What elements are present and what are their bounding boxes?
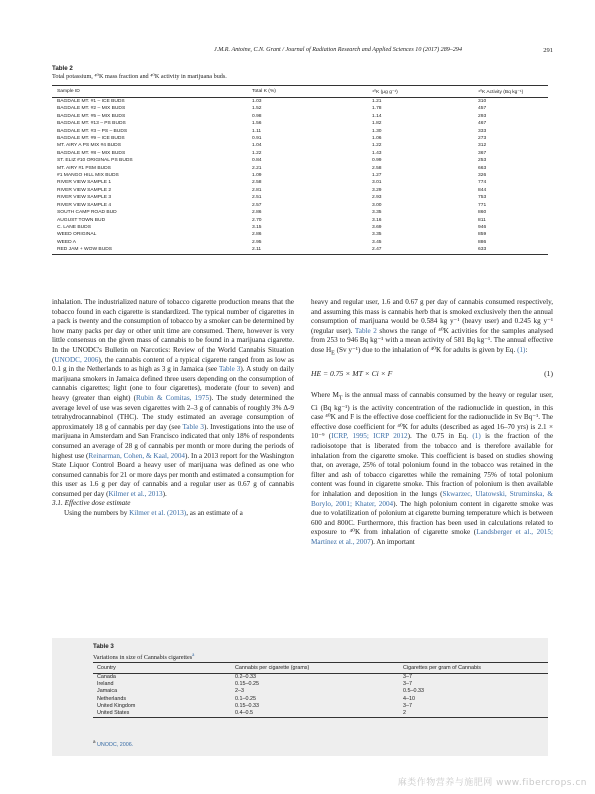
table-row bbox=[52, 239, 548, 246]
k40-mass-cell: 2.58 bbox=[372, 165, 382, 171]
citation-link[interactable]: Rubin & Comitas, 1975 bbox=[136, 393, 210, 402]
sample-id-cell: SOUTH CAMP ROAD BUD bbox=[57, 210, 117, 216]
right-column bbox=[311, 298, 553, 548]
sample-id-cell: BAGDALE MT. #5 – MIX BUDS bbox=[57, 113, 126, 119]
k40-mass-cell: 3.35 bbox=[372, 210, 382, 216]
left-column bbox=[52, 298, 294, 519]
k40-activity-cell: 771 bbox=[478, 202, 487, 208]
cigarettes-per-gram-cell: 3–7 bbox=[403, 674, 412, 680]
country-cell: United States bbox=[93, 710, 231, 718]
k40-activity-cell: 253 bbox=[478, 158, 487, 164]
sample-id-cell: BAGDALE MT. #8 – MIX BUDS bbox=[57, 150, 126, 156]
citation-link[interactable]: Skwarzec, Ulatowski, Struminska, & Borylo, 2001; Khater, 2004 bbox=[311, 489, 553, 508]
equation-text: HE = 0.75 × MT × Ci × F bbox=[311, 369, 393, 378]
k40-activity-cell: 844 bbox=[478, 187, 487, 193]
table-row bbox=[52, 128, 548, 135]
k40-mass-cell: 3.00 bbox=[372, 202, 382, 208]
watermark: 麻类作物营养与施肥网 www.fibercrops.cn bbox=[397, 778, 587, 788]
sample-id-cell: WEED A bbox=[57, 239, 77, 245]
total-k-cell: 2.58 bbox=[252, 180, 262, 186]
sample-id-cell: RIVER VIEW SAMPLE 2 bbox=[57, 187, 112, 193]
citation-link[interactable]: Kilmer et al., 2013 bbox=[108, 489, 163, 498]
table-row bbox=[93, 674, 548, 682]
table3 bbox=[93, 662, 548, 718]
table2-header-row bbox=[52, 86, 548, 98]
section-heading: 3.1. Effective dose estimate bbox=[52, 499, 131, 508]
total-k-cell: 2.11 bbox=[247, 246, 367, 254]
table-row bbox=[52, 194, 548, 201]
sample-id-cell: C. LANE BUDS bbox=[57, 224, 91, 230]
table-row bbox=[52, 246, 548, 254]
k40-activity-cell: 312 bbox=[478, 143, 487, 149]
total-k-cell: 2.70 bbox=[252, 217, 262, 223]
k40-mass-cell: 1.43 bbox=[372, 150, 382, 156]
table2-body bbox=[52, 98, 548, 255]
table-link[interactable]: Table 3 bbox=[218, 365, 241, 374]
table3-footnote bbox=[93, 739, 133, 748]
k40-activity-cell: 859 bbox=[478, 232, 487, 238]
k40-mass-cell: 1.27 bbox=[372, 173, 382, 179]
table-row bbox=[52, 231, 548, 238]
table-link[interactable]: Table 3 bbox=[182, 422, 204, 431]
country-cell: Jamaica bbox=[97, 688, 118, 695]
sample-id-cell: WEED ORIGINAL bbox=[57, 232, 97, 238]
equation-1 bbox=[311, 369, 553, 379]
total-k-cell: 3.15 bbox=[252, 224, 262, 230]
table3-col-country: Country bbox=[93, 663, 231, 674]
k40-mass-cell: 1.22 bbox=[372, 143, 382, 149]
grams-per-cigarette-cell: 2–3 bbox=[235, 688, 244, 695]
table-row bbox=[52, 142, 548, 149]
k40-mass-cell: 1.78 bbox=[372, 106, 382, 112]
table-row bbox=[52, 217, 548, 224]
country-cell: Canada bbox=[97, 674, 116, 680]
left-paragraph-2: Using the numbers by Kilmer et al. (2013), as an estimate of a bbox=[64, 509, 243, 518]
k40-mass-cell: 3.29 bbox=[372, 187, 382, 193]
table-row bbox=[52, 202, 548, 209]
table-row bbox=[93, 688, 548, 695]
k40-mass-cell: 2.47 bbox=[367, 246, 473, 254]
table3-col-cigarettes: Cigarettes per gram of Cannabis bbox=[399, 663, 548, 674]
k40-activity-cell: 860 bbox=[478, 210, 487, 216]
total-k-cell: 0.84 bbox=[252, 158, 262, 164]
grams-per-cigarette-cell: 0.15–0.33 bbox=[235, 702, 259, 709]
citation-link[interactable]: ICRP, 1995; ICRP 2012 bbox=[331, 432, 408, 441]
table2-col-total-k: Total K (%) bbox=[247, 86, 367, 98]
table3-body bbox=[93, 674, 548, 718]
total-k-cell: 2.81 bbox=[252, 187, 262, 193]
sample-id-cell: MT. AIRY #1 PSM BUDS bbox=[57, 165, 111, 171]
cigarettes-per-gram-cell: 2 bbox=[399, 710, 548, 718]
sample-id-cell: BAGDALE MT. #2 – MIX BUDS bbox=[57, 106, 126, 112]
k40-mass-cell: 3.35 bbox=[372, 232, 382, 238]
sample-id-cell: ST. ELIZ #10 ORIGINAL PS BUDS bbox=[57, 158, 133, 164]
k40-activity-cell: 326 bbox=[478, 173, 487, 179]
table2-col-sample: Sample ID bbox=[52, 86, 247, 98]
total-k-cell: 2.21 bbox=[252, 165, 262, 171]
table-row bbox=[93, 703, 548, 710]
table-row bbox=[52, 150, 548, 157]
right-paragraph-2: Where $M_T$ is the annual mass of cannabis consumed by the heavy or regular user, Ci (Bq kg⁻¹) is the activity concentration of the radionuclide in question, in this case ⁴⁰K and F is the effective dose coefficient for the radionuclide in Sv Bq⁻¹. The effective dose coefficient for ⁴⁰K for adults (described as aged 16–70 yrs) is 2.1 × 10⁻⁹ (ICRP, 1995; ICRP 2012). The 0.75 in Eq. (1) is the fraction of the radioisotope that is liberated from the tobacco and is therefore available for inhalation from the cigarette smoke. This coefficient is based on studies showing that, on average, 25% of total polonium found in the tobacco was retained in the filter and ash of tobacco cigarettes while the remaining 75% of total polonium content was found in cigarette smoke. This fraction of polonium is then available for inhalation and deposition in the lungs (Skwarzec, Ulatowski, Struminska, & Borylo, 2001; Khater, 2004). The high polonium content in cigarette smoke was due to volatilization of polonium at cigarette burning temperature which is between 600 and 800C. Furthermore, this fraction has been used in calculations related to exposure to ⁴⁰K from inhalation of cigarette smoke (Landsberger et al., 2015; Martínez et al., 2007). An important bbox=[311, 390, 554, 546]
k40-activity-cell: 946 bbox=[478, 224, 487, 230]
k40-mass-cell: 1.82 bbox=[372, 121, 382, 127]
total-k-cell: 2.95 bbox=[252, 239, 262, 245]
table-row bbox=[93, 681, 548, 688]
cigarettes-per-gram-cell: 0.5–0.33 bbox=[403, 688, 424, 695]
total-k-cell: 1.03 bbox=[252, 99, 262, 104]
k40-mass-cell: 3.69 bbox=[372, 224, 382, 230]
grams-per-cigarette-cell: 0.1–0.25 bbox=[235, 695, 256, 702]
k40-activity-cell: 333 bbox=[478, 128, 487, 134]
total-k-cell: 0.98 bbox=[252, 113, 262, 119]
k40-mass-cell: 0.99 bbox=[372, 158, 382, 164]
table3-caption-footnote-mark[interactable]: a bbox=[192, 652, 195, 658]
k40-activity-cell: 633 bbox=[473, 246, 548, 254]
total-k-cell: 1.22 bbox=[252, 150, 262, 156]
cigarettes-per-gram-cell: 4–10 bbox=[403, 695, 415, 702]
citation-link[interactable]: Kilmer et al. (2013) bbox=[129, 509, 187, 518]
table2-caption-text: Total potassium, ⁴⁰K mass fraction and ⁴⁰K activity in marijuana buds. bbox=[52, 73, 227, 80]
table2-col-k40-mass: ⁴⁰K (μg g⁻¹) bbox=[367, 86, 473, 98]
table2-col-k40-activity: ⁴⁰K Activity (Bq kg⁻¹) bbox=[473, 86, 548, 98]
citation-link[interactable]: Landsberger et al., 2015; Martínez et al., 2007 bbox=[311, 528, 553, 546]
grams-per-cigarette-cell: 0.4–0.5 bbox=[231, 710, 399, 718]
k40-mass-cell: 1.06 bbox=[372, 136, 382, 142]
citation-link[interactable]: UNODC, 2006 bbox=[54, 355, 99, 364]
sample-id-cell: AUGUST TOWN BUD bbox=[57, 217, 106, 223]
k40-activity-cell: 811 bbox=[478, 217, 486, 223]
country-cell: Netherlands bbox=[97, 695, 127, 702]
table3-col-grams: Cannabis per cigarette (grams) bbox=[231, 663, 399, 674]
country-cell: Ireland bbox=[97, 681, 114, 688]
sample-id-cell: RIVER VIEW SAMPLE 3 bbox=[57, 195, 112, 201]
table-row bbox=[93, 696, 548, 703]
k40-mass-cell: 3.01 bbox=[372, 180, 382, 186]
table3-caption-text: Variations in size of Cannabis cigarettes bbox=[93, 654, 193, 662]
running-head: J.M.R. Antoine, C.N. Grant / Journal of Radiation Research and Applied Sciences 10 (2017) 289–294 bbox=[213, 47, 462, 53]
k40-mass-cell: 1.14 bbox=[372, 113, 382, 119]
k40-activity-cell: 467 bbox=[478, 121, 487, 127]
k40-activity-cell: 886 bbox=[478, 239, 487, 245]
sample-id-cell: BAGDALE MT. #1 – ICE BUDS bbox=[57, 99, 125, 104]
table2-label: Table 2 bbox=[52, 65, 73, 72]
equation-link[interactable]: (1) bbox=[472, 432, 481, 441]
k40-mass-cell: 2.93 bbox=[372, 195, 382, 201]
country-cell: United Kingdom bbox=[97, 702, 136, 709]
k40-activity-cell: 663 bbox=[478, 165, 487, 171]
sample-id-cell: RIVER VIEW SAMPLE 4 bbox=[57, 202, 112, 208]
equation-link[interactable]: (1) bbox=[517, 345, 526, 354]
table2-caption bbox=[52, 65, 227, 81]
total-k-cell: 1.09 bbox=[252, 173, 262, 179]
sample-id-cell: RED JAM + WOW BUDS bbox=[52, 246, 247, 254]
table-row bbox=[52, 165, 548, 172]
left-paragraph-1: inhalation. The industrialized nature of tobacco cigarette production means that the tobacco found in each cigarette is standardized. The typical number of cigarettes in a pack is twenty and the consumption of tobacco by a smoker can be determined by how many packs per day or other unit time are consumed. There, however is very little consensus on the given mass of cannabis to be found in a marijuana cigarette. In the UNODC's Bulletin on Narcotics: Review of the World Cannabis Situation (UNODC, 2006), the cannabis content of a typical cigarette ranged from as low as 0.1 g in the Netherlands to as high as 3 g in Jamaica (see Table 3). A study on daily marijuana smokers in Jamaica defined three users depending on the consumption of cannabis cigarettes; light (one to four cigarettes), moderate (four to seven) and heavy (greater than eight) (Rubin & Comitas, 1975). The study determined the average level of use was seven cigarettes with 2–3 g of cannabis of roughly 3% Δ-9 tetrahydrocannabinol (THC). The study estimated an average consumption of approximately 18 g of cannabis per day (see Table 3). Investigations into the use of marijuana in Amsterdam and San Francisco indicated that only 18% of respondents consumed an average of 28 g of cannabis per month or more during the periods of highest use (Reinarman, Cohen, & Kaal, 2004). In a 2013 report for the Washington State Liquor Control Board a heavy user of marijuana was defined as one who consumed cannabis for 21 or more days per month and estimated a consumption for this user as 1.6 g per day of cannabis and a regular user as 0.67 g of cannabis consumed per day (Kilmer et al., 2013). bbox=[52, 298, 295, 498]
k40-mass-cell: 1.21 bbox=[372, 99, 382, 104]
cigarettes-per-gram-cell: 3–7 bbox=[403, 681, 412, 688]
k40-activity-cell: 457 bbox=[478, 106, 487, 112]
sample-id-cell: #1 MANGO HILL MIX BUDS bbox=[57, 173, 119, 179]
k40-activity-cell: 753 bbox=[478, 195, 487, 201]
k40-activity-cell: 774 bbox=[478, 180, 487, 186]
table-row bbox=[52, 135, 548, 142]
sample-id-cell: RIVER VIEW SAMPLE 1 bbox=[57, 180, 112, 186]
table3-header-row bbox=[93, 663, 548, 674]
total-k-cell: 2.86 bbox=[252, 232, 262, 238]
table3-footnote-mark: a bbox=[93, 739, 96, 744]
total-k-cell: 0.91 bbox=[252, 136, 262, 142]
sample-id-cell: BAGDALE MT. #9 – ICE BUDS bbox=[57, 136, 125, 142]
page-number: 291 bbox=[543, 47, 553, 54]
cigarettes-per-gram-cell: 3–7 bbox=[403, 702, 412, 709]
total-k-cell: 1.56 bbox=[252, 121, 262, 127]
k40-mass-cell: 1.30 bbox=[372, 128, 382, 134]
sample-id-cell: MT. AIRY A PS MIX #4 BUDS bbox=[57, 143, 121, 149]
k40-activity-cell: 293 bbox=[478, 113, 487, 119]
sample-id-cell: BAGDALE MT. #3 – PS – BUDS bbox=[57, 128, 128, 134]
table-link[interactable]: Table 2 bbox=[354, 326, 377, 335]
table-row bbox=[52, 105, 548, 112]
total-k-cell: 1.04 bbox=[252, 143, 262, 149]
k40-mass-cell: 3.16 bbox=[372, 217, 382, 223]
table-row bbox=[52, 113, 548, 120]
table2 bbox=[52, 85, 548, 255]
table3-caption bbox=[93, 643, 194, 662]
table-row bbox=[93, 710, 548, 718]
total-k-cell: 1.11 bbox=[252, 128, 262, 134]
table-row bbox=[52, 157, 548, 164]
citation-link[interactable]: Reinarman, Cohen, & Kaal, 2004 bbox=[88, 451, 186, 460]
total-k-cell: 2.57 bbox=[252, 202, 262, 208]
table3-label: Table 3 bbox=[93, 643, 114, 650]
equation-number: (1) bbox=[544, 369, 553, 378]
right-paragraph-1: heavy and regular user, 1.6 and 0.67 g per day of cannabis consumed respectively, and assuming this mass is cannabis herb that is smoked exclusively then the annual consumption of marijuana would be 0.584 kg y⁻¹ (heavy user) and 0.245 kg y⁻¹ (regular user). Table 2 shows the range of ⁴⁰K activities for the samples analysed from 253 to 946 Bq kg⁻¹ with a mean activity of 581 Bq kg⁻¹. The annual effective dose $H_E$ (Sv y⁻¹) due to the inhalation of ⁴⁰K for adults is given by Eq. (1): bbox=[311, 298, 553, 357]
citation-link[interactable]: UNODC, 2006. bbox=[97, 741, 134, 748]
table-row bbox=[52, 224, 548, 231]
table-row bbox=[52, 98, 548, 106]
table-row bbox=[52, 187, 548, 194]
k40-activity-cell: 367 bbox=[478, 150, 487, 156]
grams-per-cigarette-cell: 0.2–0.33 bbox=[235, 674, 256, 680]
table-row bbox=[52, 209, 548, 216]
total-k-cell: 2.86 bbox=[252, 210, 262, 216]
total-k-cell: 1.52 bbox=[252, 106, 262, 112]
k40-mass-cell: 3.45 bbox=[372, 239, 382, 245]
table-row bbox=[52, 179, 548, 186]
sample-id-cell: BAGDALE MT. #13 – PS BUDS bbox=[57, 121, 126, 127]
table-row bbox=[52, 120, 548, 127]
total-k-cell: 2.51 bbox=[252, 195, 262, 201]
k40-activity-cell: 273 bbox=[478, 136, 487, 142]
table-row bbox=[52, 172, 548, 179]
grams-per-cigarette-cell: 0.15–0.25 bbox=[235, 681, 259, 688]
k40-activity-cell: 310 bbox=[478, 99, 487, 104]
